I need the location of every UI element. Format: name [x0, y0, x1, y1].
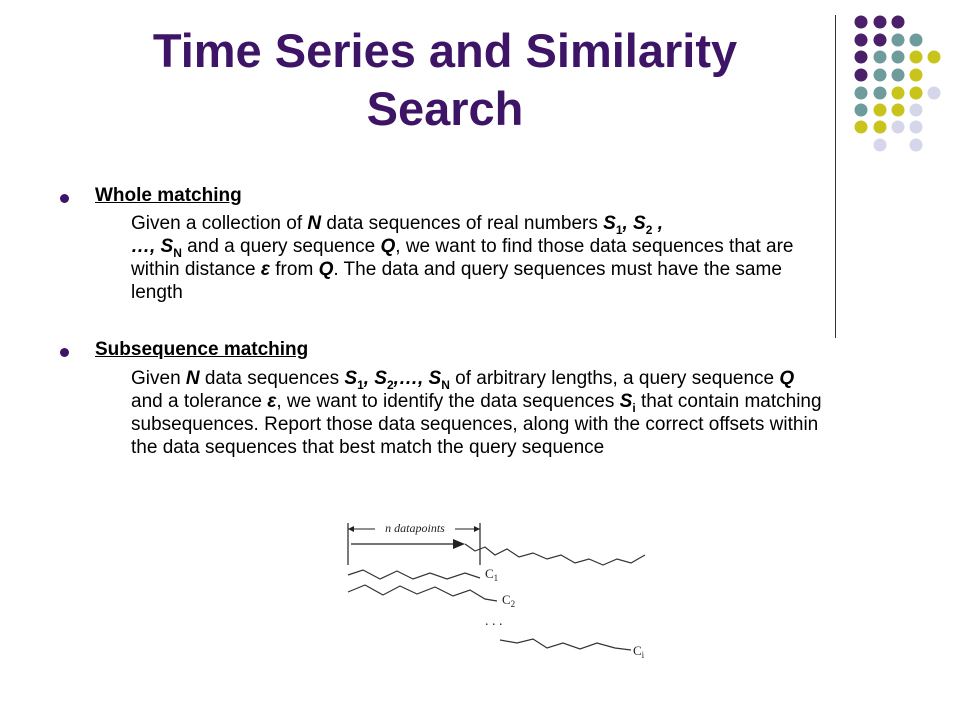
dot [855, 69, 868, 82]
slide-title-line-2: Search [366, 82, 524, 135]
dot [910, 51, 923, 64]
ellipsis: . . . [485, 614, 503, 629]
dot [910, 69, 923, 82]
section-heading-whole-matching: Whole matching [95, 185, 242, 206]
dot [874, 87, 887, 100]
dot [910, 34, 923, 47]
ci-label: $C_i$ [633, 643, 645, 660]
dot [928, 87, 941, 100]
dot [892, 34, 905, 47]
dot [892, 51, 905, 64]
dot [910, 87, 923, 100]
dot [892, 16, 905, 29]
span-arrow-right [474, 526, 480, 532]
bullet-icon [60, 194, 69, 203]
dot [874, 51, 887, 64]
section-heading-subsequence-matching: Subsequence matching [95, 339, 309, 360]
dot [910, 104, 923, 117]
dot [928, 51, 941, 64]
dot [874, 16, 887, 29]
section-body-subsequence-matching: Given N data sequences $S_1$, $S_2,\dots$, $S_N$ of arbitrary lengths, a query sequence Q and a tolerance ε, we want to identify the data sequences $S_i$ that contain matching subsequences. Report those data sequences, along with the correct offsets within the data sequences that best match the query sequence [131, 368, 822, 458]
dot [892, 69, 905, 82]
dot [874, 139, 887, 152]
subsequence-matching-figure [335, 515, 665, 665]
span-arrow-left [348, 526, 354, 532]
dot [855, 121, 868, 134]
dot [855, 87, 868, 100]
bullet-icon [60, 348, 69, 357]
dot [892, 87, 905, 100]
dot [855, 104, 868, 117]
dot [874, 69, 887, 82]
c2-label: $C_2$ [502, 592, 516, 609]
dot [874, 121, 887, 134]
dot [874, 104, 887, 117]
span-label: n datapoints [385, 521, 445, 535]
dot [855, 51, 868, 64]
query-arrow-head [453, 539, 465, 549]
dot [855, 34, 868, 47]
dot [910, 121, 923, 134]
dot [874, 34, 887, 47]
section-body-whole-matching: Given a collection of N data sequences of real numbers $S_1$, $S_2$ , …, $S_N$ and a query sequence Q, we want to find those data sequences that are within distance ε from Q. The data and query sequences must have the same length [131, 213, 794, 303]
decorative-dot-grid [0, 0, 960, 170]
c1-label: $C_1$ [485, 566, 499, 583]
series-c1 [348, 570, 480, 579]
series-c2 [348, 585, 497, 601]
series-ci [500, 639, 631, 650]
dot [892, 121, 905, 134]
dot [910, 139, 923, 152]
slide-title-line-1: Time Series and Similarity [152, 24, 738, 77]
dot [855, 16, 868, 29]
dot [892, 104, 905, 117]
series-line [465, 544, 645, 565]
